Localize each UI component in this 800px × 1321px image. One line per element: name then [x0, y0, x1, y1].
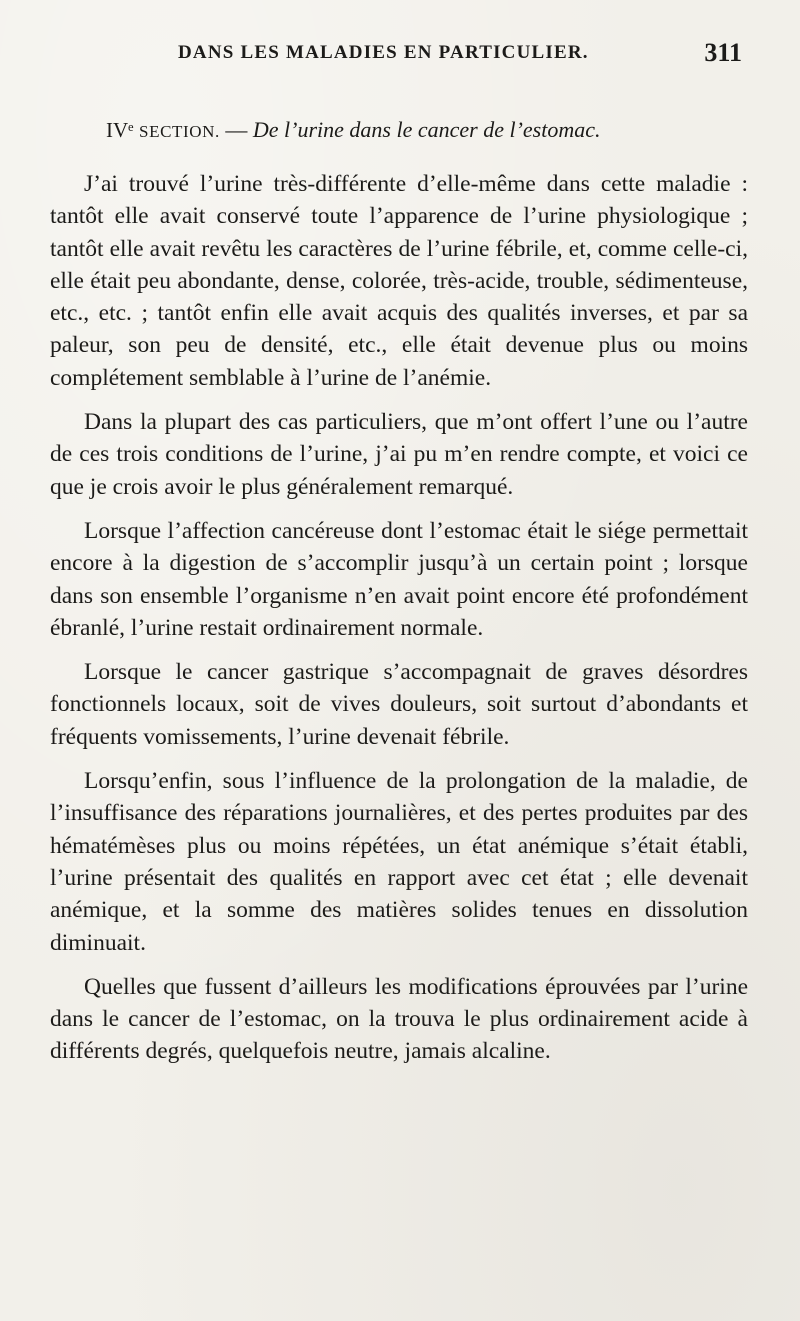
paragraph: Lorsqu’enfin, sous l’influence de la prolongation de la maladie, de l’insuffisance des réparations journalières, et des pertes produites par des hématémèses plus ou moins répétées, un état anémique s’était établi, l’urine présentait des qualités en rapport avec cet état ; elle devenait anémique, et la somme des matières solides tenues en dissolution diminuait.: [50, 768, 748, 956]
section-heading: [106, 116, 748, 146]
section-number: IVᵉ: [106, 118, 134, 142]
running-title: DANS LES MALADIES EN PARTICULIER.: [178, 42, 589, 63]
paragraph: Lorsque l’affection cancéreuse dont l’estomac était le siége permettait encore à la digestion de s’accomplir jusqu’à un certain point ; lorsque dans son ensemble l’organisme n’en avait point encore été profondément ébranlé, l’urine restait ordinairement normale.: [50, 517, 748, 641]
running-head: [50, 38, 748, 78]
paragraph: Quelles que fussent d’ailleurs les modifications éprouvées par l’urine dans le cancer de l’estomac, on la trouva le plus ordinairement acide à différents degrés, quelquefois neutre, jamais alcaline.: [50, 973, 748, 1065]
section-title: De l’urine dans le cancer de l’estomac.: [252, 117, 601, 142]
paragraph: Dans la plupart des cas particuliers, que m’ont offert l’une ou l’autre de ces trois conditions de l’urine, j’ai pu m’en rendre compte, et voici ce que je crois avoir le plus généralement remarqué.: [50, 409, 748, 500]
body-text: [50, 168, 748, 1068]
section-label: SECTION.: [139, 122, 220, 141]
paragraph: Lorsque le cancer gastrique s’accompagnait de graves désordres fonctionnels locaux, soit de vives douleurs, soit surtout d’abondants et fréquents vomissements, l’urine devenait fébrile.: [50, 659, 748, 750]
section-dash: —: [219, 117, 253, 142]
page-number: 311: [704, 38, 742, 67]
paragraph: J’ai trouvé l’urine très-différente d’elle-même dans cette maladie : tantôt elle avait conservé toute l’apparence de l’urine physiologique ; tantôt elle avait revêtu les caractères de l’urine fébrile, et, comme celle-ci, elle était peu abondante, dense, colorée, très-acide, trouble, sédimenteuse, etc., etc. ; tantôt enfin elle avait acquis des qualités inverses, et par sa paleur, son peu de densité, etc., elle était devenue plus ou moins complétement semblable à l’urine de l’anémie.: [50, 171, 748, 391]
